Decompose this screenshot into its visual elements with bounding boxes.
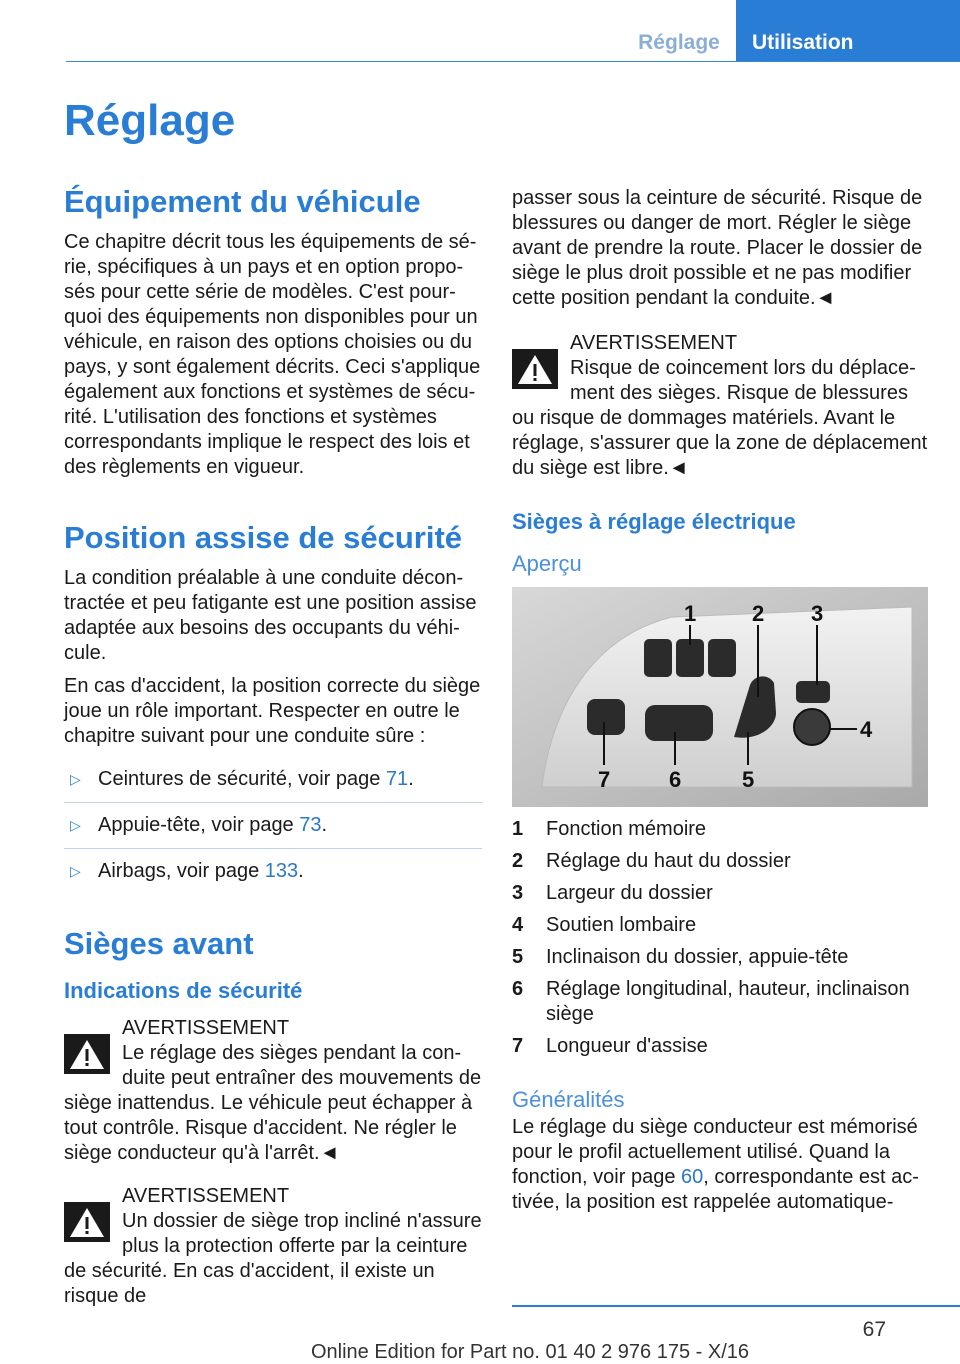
list-item: 6 Réglage longitudinal, hauteur, inclinaison siège xyxy=(512,978,910,1025)
page-header xyxy=(0,0,960,62)
right-column xyxy=(512,186,930,1223)
figure-label-1: 1 xyxy=(684,601,697,626)
page-link-60[interactable]: 60 xyxy=(681,1166,704,1188)
list-item: 3 Largeur du dossier xyxy=(512,882,713,904)
list-item: 7 Longueur d'assise xyxy=(512,1035,708,1057)
footer-rule xyxy=(512,1305,960,1307)
list-item: ▷ Appuie-tête, voir page 73. xyxy=(64,803,482,849)
warning-triangle-icon xyxy=(64,1034,110,1074)
page-title: Réglage xyxy=(64,96,236,145)
section-tab[interactable]: Réglage xyxy=(638,31,720,54)
list-item: ▷ Airbags, voir page 133. xyxy=(70,860,304,882)
general-text: Le réglage du siège conducteur est mémorisé pour le profil actuellement utilisé. Quand la fonction, voir page 60, correspondante est activée, la position est rappelée automatique- xyxy=(512,1116,919,1213)
position-heading: Position assise de sécurité xyxy=(64,520,463,555)
figure-label-7: 7 xyxy=(598,767,611,792)
position-text-1: La condition préalable à une conduite décontractée et peu fatigante est une position assise adaptée aux besoins des occupants du véhicule. xyxy=(64,567,477,664)
page-link-71[interactable]: 71 xyxy=(385,768,409,790)
left-column xyxy=(64,182,482,1327)
list-item: ▷ Ceintures de sécurité, voir page 71. xyxy=(64,757,482,803)
safety-heading: Indications de sécurité xyxy=(64,978,303,1003)
figure-label-4: 4 xyxy=(860,717,873,742)
equipment-text: Ce chapitre décrit tous les équipements de série, spécifiques à un pays et en option proposés pour cette série de modèles. C'est pourquoi des équipements non disponibles pour un véhicule, en raison des options choisies ou du pays, y sont également décrits. Ceci s'applique également aux fonctions et systèmes de sécurité. L'utilisation des fonctions et systèmes correspondants implique le respect des lois et des règlements en vigueur. xyxy=(64,231,481,478)
figure-label-5: 5 xyxy=(742,767,755,792)
warning-title: AVERTISSEMENT xyxy=(122,1017,290,1039)
warning-block-3 xyxy=(512,331,930,481)
triangle-bullet-icon: ▷ xyxy=(70,863,81,879)
header-rule xyxy=(66,61,960,62)
warning-text: Risque de coincement lors du déplacement des sièges. Risque de blessures ou risque de dommages matériels. Avant le réglage, s'assurer que la zone de déplacement du siège est libre.◄ xyxy=(512,357,928,479)
overview-heading: Aperçu xyxy=(512,551,582,576)
edition-footer: Online Edition for Part no. 01 40 2 976 175 - X/16 xyxy=(310,1341,750,1363)
equipment-heading: Équipement du véhicule xyxy=(64,184,421,219)
warning-title: AVERTISSEMENT xyxy=(122,1185,290,1207)
warning-block-2 xyxy=(64,1184,482,1309)
warning-triangle-icon xyxy=(64,1202,110,1242)
list-item: 2 Réglage du haut du dossier xyxy=(512,850,791,872)
page-link-133[interactable]: 133 xyxy=(264,860,299,882)
general-heading: Généralités xyxy=(512,1087,625,1112)
list-item: 5 Inclinaison du dossier, appuie-tête xyxy=(512,946,849,968)
triangle-bullet-icon: ▷ xyxy=(70,771,81,787)
safety-reference-list xyxy=(64,757,482,894)
position-text-2: En cas d'accident, la position correcte du siège joue un rôle important. Respecter en outre le chapitre suivant pour une conduite sûre : xyxy=(64,675,481,747)
warning-title: AVERTISSEMENT xyxy=(570,332,738,354)
figure-label-2: 2 xyxy=(752,601,765,626)
seat-controls-illustration xyxy=(512,587,928,807)
seat-controls-figure xyxy=(512,587,928,807)
list-item: 1 Fonction mémoire xyxy=(512,818,707,840)
warning-triangle-icon xyxy=(512,349,558,389)
figure-label-6: 6 xyxy=(669,767,682,792)
figure-legend xyxy=(512,817,930,1059)
electric-seats-heading: Sièges à réglage électrique xyxy=(512,509,796,534)
warning-2-continued: passer sous la ceinture de sécurité. Risque de blessures ou danger de mort. Régler le siège avant de prendre la route. Placer le dossier de siège le plus droit possible et ne pas modifier cette position pendant la conduite.◄ xyxy=(512,187,923,309)
front-seats-heading: Sièges avant xyxy=(64,926,254,961)
page-link-73[interactable]: 73 xyxy=(299,814,322,836)
chapter-tab[interactable]: Utilisation xyxy=(736,0,960,62)
page-number: 67 xyxy=(862,1318,886,1341)
triangle-bullet-icon: ▷ xyxy=(70,817,81,833)
list-item: 4 Soutien lombaire xyxy=(512,914,697,936)
warning-text: Un dossier de siège trop incliné n'assure plus la protection offerte par la ceinture de sécurité. En cas d'accident, il existe un risque de xyxy=(64,1210,482,1307)
warning-text: Le réglage des sièges pendant la conduite peut entraîner des mouvements de siège inattendus. Le véhicule peut échapper à tout contrôle. Risque d'accident. Ne régler le siège conducteur qu'à l'arrêt.◄ xyxy=(64,1042,482,1164)
figure-label-3: 3 xyxy=(811,601,824,626)
warning-block-1 xyxy=(64,1016,482,1166)
